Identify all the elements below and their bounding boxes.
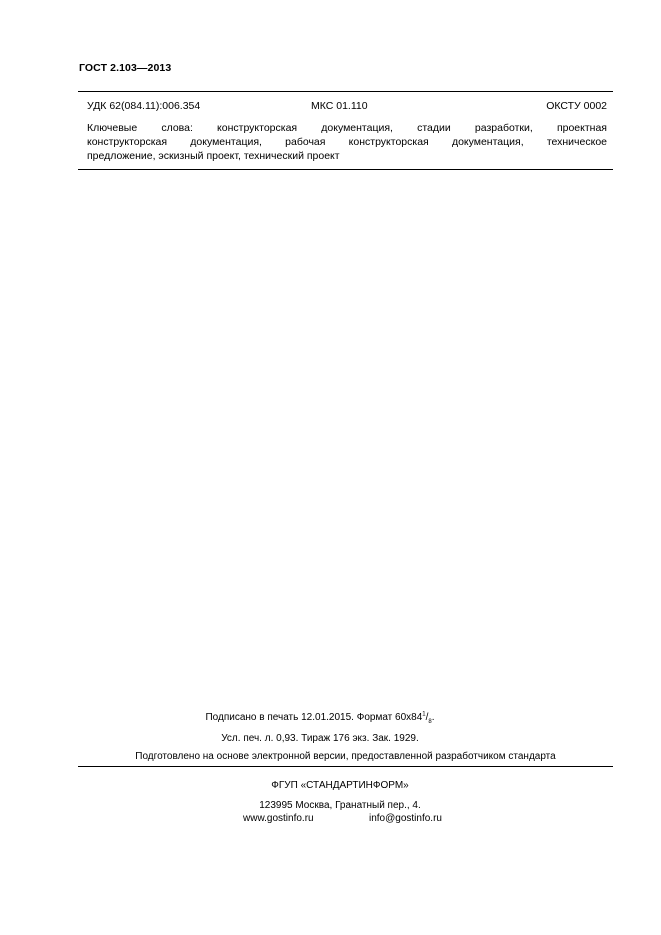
- format-slash: /: [425, 712, 429, 723]
- keyword-word: слова:: [161, 122, 193, 134]
- publisher-name: ФГУП «СТАНДАРТИНФОРМ»: [271, 780, 409, 791]
- keyword-word: рабочая: [285, 136, 326, 148]
- udk-code: УДК 62(084.11):006.354: [87, 100, 201, 112]
- keyword-word: разработки,: [474, 122, 533, 134]
- prepared-note: Подготовлено на основе электронной версии, предоставленной разработчиком стандарта: [135, 751, 556, 762]
- keyword-word: конструкторская: [348, 136, 429, 148]
- mks-code: МКС 01.110: [311, 100, 368, 112]
- publisher-address: 123995 Москва, Гранатный пер., 4.: [259, 800, 421, 811]
- keywords-line-2: [87, 135, 607, 149]
- keywords-line-1: [87, 121, 607, 135]
- keyword-word: документация,: [321, 122, 393, 134]
- classification-row: [87, 100, 607, 114]
- keyword-word: конструкторская: [217, 122, 298, 134]
- email-link[interactable]: info@gostinfo.ru: [369, 813, 442, 824]
- signed-text: Подписано в печать 12.01.2015. Формат 60х84: [205, 712, 423, 723]
- keyword-word: Ключевые: [87, 122, 138, 134]
- top-divider: [78, 91, 613, 92]
- standard-code: ГОСТ 2.103—2013: [79, 62, 172, 74]
- format-end: .: [431, 712, 435, 723]
- keyword-word: техническое: [546, 136, 607, 148]
- keyword-word: документация,: [451, 136, 524, 148]
- keyword-word: стадии: [417, 122, 451, 134]
- imprint-divider: [78, 766, 613, 767]
- signed-to-print: [120, 712, 520, 723]
- keyword-word: проектная: [556, 122, 607, 134]
- website-link[interactable]: www.gostinfo.ru: [243, 813, 314, 824]
- print-info: Усл. печ. л. 0,93. Тираж 176 экз. Зак. 1929.: [221, 733, 419, 744]
- oksty-code: ОКСТУ 0002: [546, 100, 607, 112]
- format-numerator: 1: [422, 711, 426, 718]
- keyword-word: документация,: [190, 136, 262, 148]
- keyword-word: конструкторская: [87, 136, 168, 148]
- format-denominator: 8: [428, 719, 432, 725]
- keywords-line-3: предложение, эскизный проект, технический проект: [87, 150, 340, 162]
- keywords-divider: [78, 169, 613, 170]
- keywords-block: [87, 121, 607, 163]
